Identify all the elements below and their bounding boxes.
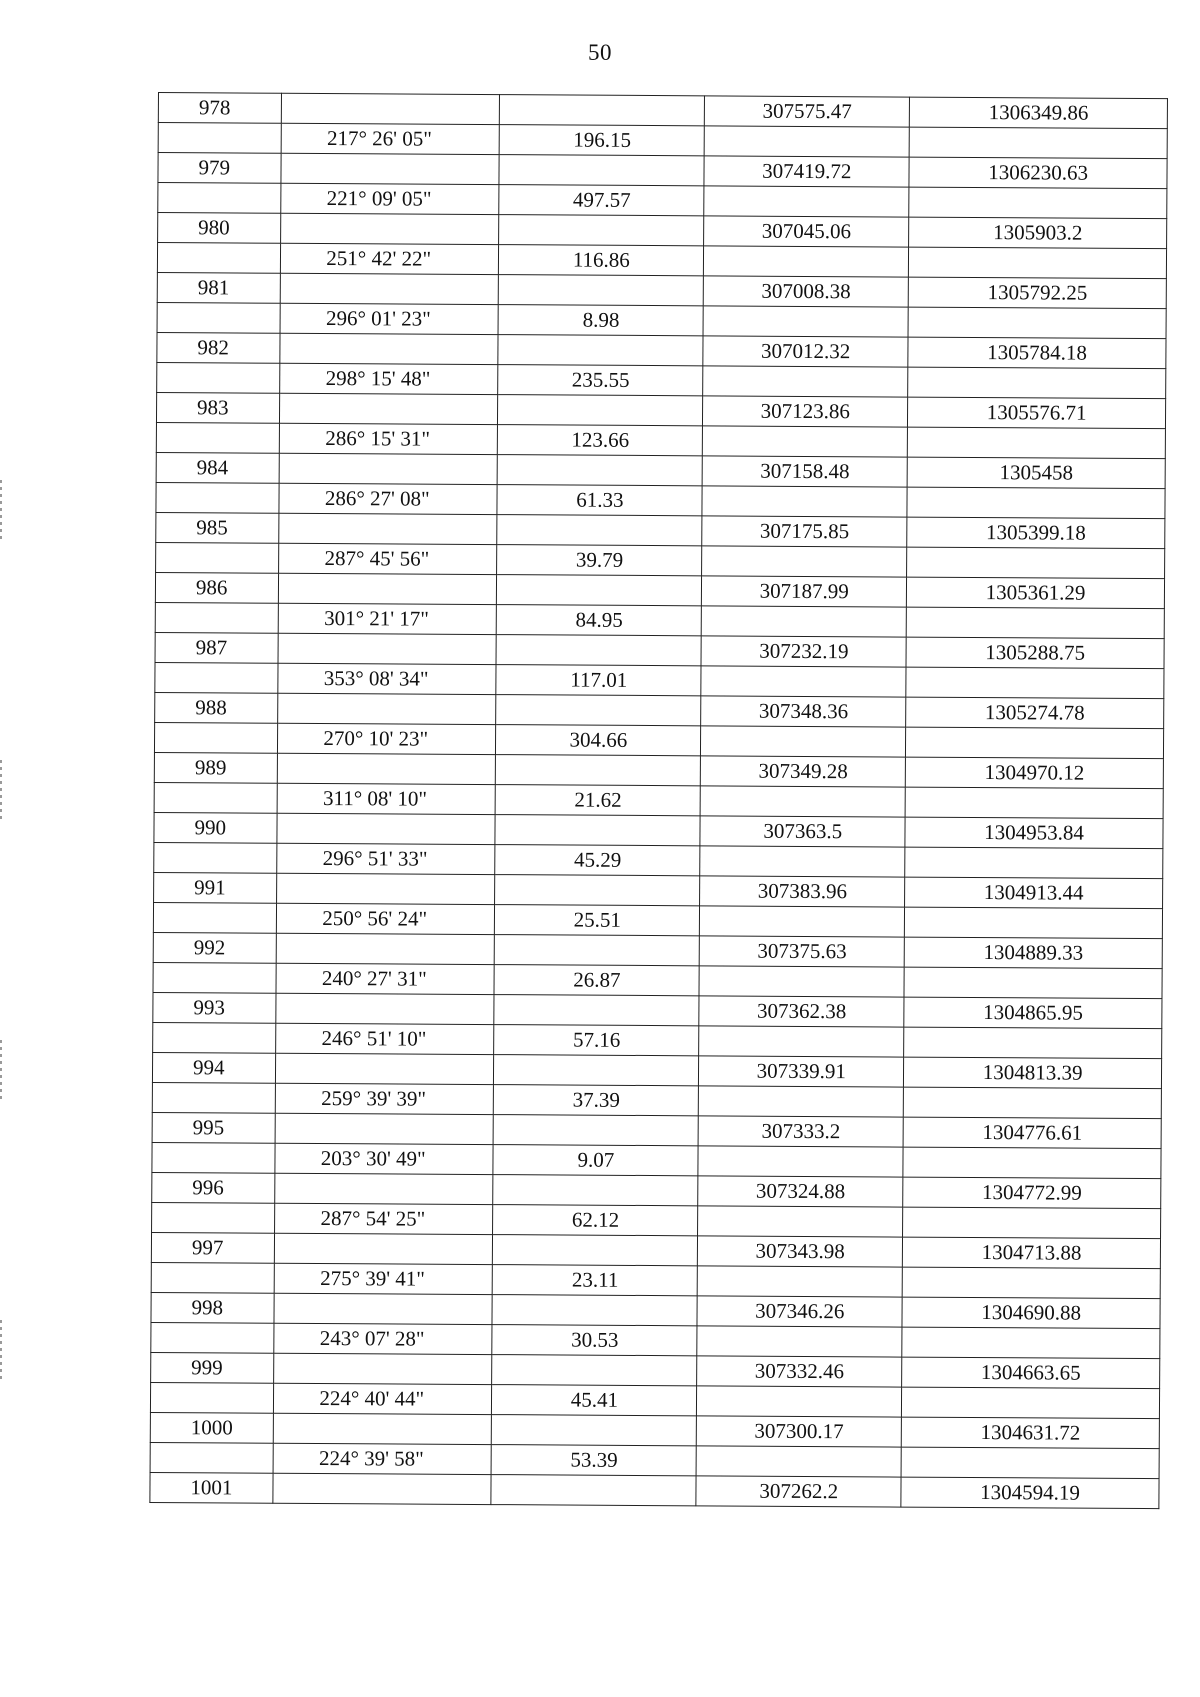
easting-cell	[909, 247, 1167, 279]
point-id-cell: 986	[155, 572, 279, 603]
bearing-cell: 298° 15' 48"	[280, 363, 498, 394]
easting-cell: 1305288.75	[906, 637, 1164, 669]
northing-cell: 307333.2	[698, 1116, 903, 1147]
distance-cell	[497, 515, 702, 546]
easting-cell	[903, 1207, 1161, 1239]
bearing-cell: 240° 27' 31"	[276, 963, 494, 994]
distance-cell: 8.98	[498, 305, 703, 336]
bearing-cell: 286° 27' 08"	[279, 483, 497, 514]
northing-cell: 307232.19	[701, 636, 906, 667]
distance-cell: 497.57	[499, 185, 704, 216]
bearing-cell: 217° 26' 05"	[281, 123, 499, 154]
bearing-cell	[281, 213, 499, 244]
bearing-cell	[281, 153, 499, 184]
easting-cell: 1304631.72	[901, 1417, 1159, 1449]
northing-cell	[704, 186, 909, 217]
point-id-cell: 996	[152, 1172, 276, 1203]
distance-cell	[499, 155, 704, 186]
northing-cell	[702, 546, 907, 577]
distance-cell	[492, 1295, 697, 1326]
scan-edge-mark	[0, 760, 2, 820]
bearing-cell	[275, 1173, 493, 1204]
point-id-cell: 978	[158, 93, 282, 124]
easting-cell: 1304953.84	[905, 817, 1163, 849]
distance-cell	[498, 335, 703, 366]
bearing-cell	[278, 753, 496, 784]
point-id-cell: 989	[154, 752, 278, 783]
point-id-cell	[157, 302, 281, 333]
coordinate-table	[149, 92, 1168, 1509]
point-id-cell: 997	[151, 1232, 275, 1263]
distance-cell	[493, 1235, 698, 1266]
easting-cell: 1305399.18	[907, 517, 1165, 549]
easting-cell	[906, 607, 1164, 639]
bearing-cell	[274, 1353, 492, 1384]
northing-cell: 307324.88	[698, 1176, 903, 1207]
easting-cell: 1305576.71	[908, 397, 1166, 429]
easting-cell: 1304594.19	[901, 1477, 1159, 1509]
bearing-cell: 301° 21' 17"	[279, 603, 497, 634]
northing-cell: 307012.32	[703, 336, 908, 367]
distance-cell: 123.66	[498, 425, 703, 456]
distance-cell: 37.39	[494, 1085, 699, 1116]
easting-cell: 1304865.95	[904, 997, 1162, 1029]
point-id-cell	[155, 602, 279, 633]
bearing-cell	[277, 813, 495, 844]
point-id-cell: 987	[155, 632, 279, 663]
point-id-cell: 985	[156, 512, 280, 543]
bearing-cell: 275° 39' 41"	[275, 1263, 493, 1294]
distance-cell: 304.66	[496, 725, 701, 756]
distance-cell: 26.87	[494, 965, 699, 996]
distance-cell: 235.55	[498, 365, 703, 396]
bearing-cell: 287° 45' 56"	[279, 543, 497, 574]
easting-cell: 1305784.18	[908, 337, 1166, 369]
easting-cell: 1306230.63	[909, 157, 1167, 189]
distance-cell	[496, 635, 701, 666]
point-id-cell	[156, 482, 280, 513]
point-id-cell	[154, 782, 278, 813]
distance-cell: 25.51	[495, 905, 700, 936]
northing-cell: 307045.06	[704, 216, 909, 247]
easting-cell	[905, 907, 1163, 939]
bearing-cell: 224° 40' 44"	[274, 1383, 492, 1414]
point-id-cell: 990	[154, 812, 278, 843]
northing-cell	[701, 726, 906, 757]
point-id-cell: 998	[151, 1292, 275, 1323]
easting-cell	[906, 727, 1164, 759]
point-id-cell	[152, 1142, 276, 1173]
distance-cell	[499, 275, 704, 306]
bearing-cell	[281, 273, 499, 304]
distance-cell: 39.79	[497, 545, 702, 576]
distance-cell	[499, 215, 704, 246]
northing-cell: 307575.47	[705, 96, 910, 127]
distance-cell	[495, 935, 700, 966]
point-id-cell: 994	[152, 1052, 276, 1083]
distance-cell	[496, 755, 701, 786]
point-id-cell	[156, 542, 280, 573]
easting-cell: 1306349.86	[910, 97, 1168, 129]
distance-cell: 23.11	[493, 1265, 698, 1296]
northing-cell: 307123.86	[703, 396, 908, 427]
bearing-cell: 224° 39' 58"	[273, 1443, 491, 1474]
point-id-cell	[157, 362, 281, 393]
easting-cell	[902, 1387, 1160, 1419]
bearing-cell: 286° 15' 31"	[280, 423, 498, 454]
distance-cell: 9.07	[493, 1145, 698, 1176]
distance-cell	[495, 875, 700, 906]
northing-cell: 307300.17	[697, 1416, 902, 1447]
easting-cell	[906, 667, 1164, 699]
point-id-cell: 983	[156, 392, 280, 423]
point-id-cell: 981	[157, 272, 281, 303]
easting-cell	[907, 427, 1165, 459]
bearing-cell: 270° 10' 23"	[278, 723, 496, 754]
point-id-cell: 982	[157, 332, 281, 363]
northing-cell	[702, 606, 907, 637]
easting-cell: 1304913.44	[905, 877, 1163, 909]
northing-cell	[700, 786, 905, 817]
bearing-cell	[274, 1413, 492, 1444]
easting-cell: 1304776.61	[903, 1117, 1161, 1149]
northing-cell	[697, 1266, 902, 1297]
bearing-cell	[280, 393, 498, 424]
distance-cell: 116.86	[499, 245, 704, 276]
northing-cell	[698, 1206, 903, 1237]
distance-cell	[496, 695, 701, 726]
easting-cell	[907, 487, 1165, 519]
easting-cell	[903, 1087, 1161, 1119]
northing-cell: 307363.5	[700, 816, 905, 847]
northing-cell	[696, 1446, 901, 1477]
point-id-cell	[153, 1022, 277, 1053]
bearing-cell	[275, 1113, 493, 1144]
easting-cell: 1305458	[907, 457, 1165, 489]
point-id-cell	[157, 243, 281, 274]
easting-cell: 1304970.12	[905, 757, 1163, 789]
easting-cell	[901, 1447, 1159, 1479]
northing-cell: 307332.46	[697, 1356, 902, 1387]
northing-cell	[704, 246, 909, 277]
northing-cell: 307349.28	[701, 756, 906, 787]
bearing-cell: 250° 56' 24"	[277, 903, 495, 934]
northing-cell: 307375.63	[700, 936, 905, 967]
point-id-cell: 1000	[150, 1412, 274, 1443]
coordinate-table-container	[149, 92, 1168, 1509]
northing-cell	[703, 306, 908, 337]
point-id-cell: 991	[154, 872, 278, 903]
point-id-cell	[151, 1262, 275, 1293]
easting-cell	[907, 547, 1165, 579]
distance-cell: 21.62	[496, 785, 701, 816]
distance-cell: 57.16	[494, 1025, 699, 1056]
easting-cell: 1305903.2	[909, 217, 1167, 249]
point-id-cell	[153, 962, 277, 993]
bearing-cell: 287° 54' 25"	[275, 1203, 493, 1234]
distance-cell	[497, 575, 702, 606]
point-id-cell: 988	[155, 692, 279, 723]
distance-cell: 196.15	[500, 125, 705, 156]
easting-cell: 1305792.25	[908, 277, 1166, 309]
northing-cell: 307346.26	[697, 1296, 902, 1327]
point-id-cell: 992	[153, 932, 277, 963]
bearing-cell	[279, 453, 497, 484]
bearing-cell	[277, 873, 495, 904]
bearing-cell	[275, 1233, 493, 1264]
distance-cell: 45.41	[492, 1385, 697, 1416]
distance-cell: 84.95	[497, 605, 702, 636]
easting-cell	[905, 787, 1163, 819]
bearing-cell	[278, 633, 496, 664]
easting-cell	[902, 1267, 1160, 1299]
bearing-cell: 311° 08' 10"	[277, 783, 495, 814]
easting-cell	[909, 187, 1167, 219]
easting-cell: 1304713.88	[903, 1237, 1161, 1269]
easting-cell: 1305274.78	[906, 697, 1164, 729]
northing-cell: 307187.99	[702, 576, 907, 607]
northing-cell	[699, 1026, 904, 1057]
page-number: 50	[588, 40, 612, 65]
point-row	[150, 1472, 1159, 1508]
distance-cell: 62.12	[493, 1205, 698, 1236]
easting-cell: 1304889.33	[904, 937, 1162, 969]
point-id-cell	[158, 123, 282, 154]
northing-cell	[699, 966, 904, 997]
bearing-cell	[276, 993, 494, 1024]
northing-cell: 307262.2	[696, 1476, 901, 1507]
scan-edge-mark	[0, 1040, 2, 1100]
northing-cell: 307343.98	[698, 1236, 903, 1267]
bearing-cell: 296° 51' 33"	[277, 843, 495, 874]
easting-cell	[909, 127, 1167, 159]
bearing-cell: 296° 01' 23"	[280, 303, 498, 334]
easting-cell	[902, 1327, 1160, 1359]
bearing-cell: 259° 39' 39"	[276, 1083, 494, 1114]
bearing-cell	[277, 933, 495, 964]
point-id-cell: 1001	[150, 1472, 274, 1503]
easting-cell	[908, 367, 1166, 399]
point-id-cell	[158, 183, 282, 214]
bearing-cell	[274, 1293, 492, 1324]
northing-cell: 307362.38	[699, 996, 904, 1027]
distance-cell	[493, 1175, 698, 1206]
point-id-cell	[154, 842, 278, 873]
point-id-cell	[155, 662, 279, 693]
easting-cell	[903, 1147, 1161, 1179]
distance-cell	[492, 1355, 697, 1386]
northing-cell	[703, 366, 908, 397]
point-id-cell: 999	[151, 1352, 275, 1383]
bearing-cell	[282, 93, 500, 124]
bearing-cell: 251° 42' 22"	[281, 243, 499, 274]
distance-cell	[495, 815, 700, 846]
bearing-cell: 221° 09' 05"	[281, 183, 499, 214]
northing-cell: 307008.38	[704, 276, 909, 307]
distance-cell: 30.53	[492, 1325, 697, 1356]
northing-cell	[702, 486, 907, 517]
scan-edge-mark	[0, 480, 2, 540]
easting-cell: 1304772.99	[903, 1177, 1161, 1209]
bearing-cell: 353° 08' 34"	[278, 663, 496, 694]
point-id-cell	[156, 422, 280, 453]
northing-cell: 307175.85	[702, 516, 907, 547]
northing-cell: 307348.36	[701, 696, 906, 727]
point-id-cell	[151, 1322, 275, 1353]
distance-cell	[491, 1475, 696, 1506]
bearing-cell	[280, 333, 498, 364]
easting-cell	[904, 967, 1162, 999]
easting-cell: 1304690.88	[902, 1297, 1160, 1329]
point-id-cell	[153, 902, 277, 933]
distance-cell	[498, 455, 703, 486]
distance-cell	[500, 95, 705, 126]
bearing-cell	[273, 1473, 491, 1504]
distance-cell	[494, 995, 699, 1026]
point-id-cell: 980	[158, 213, 282, 244]
easting-cell: 1305361.29	[907, 577, 1165, 609]
northing-cell	[700, 906, 905, 937]
scan-edge-mark	[0, 1320, 2, 1380]
easting-cell: 1304663.65	[902, 1357, 1160, 1389]
easting-cell	[904, 1027, 1162, 1059]
point-id-cell: 995	[152, 1112, 276, 1143]
bearing-cell	[279, 513, 497, 544]
bearing-cell: 243° 07' 28"	[274, 1323, 492, 1354]
northing-cell	[704, 126, 909, 157]
northing-cell	[697, 1386, 902, 1417]
distance-cell	[494, 1115, 699, 1146]
point-id-cell	[150, 1382, 274, 1413]
easting-cell: 1304813.39	[904, 1057, 1162, 1089]
point-id-cell	[154, 722, 278, 753]
northing-cell	[699, 1086, 904, 1117]
distance-cell	[492, 1415, 697, 1446]
northing-cell	[703, 426, 908, 457]
distance-cell: 45.29	[495, 845, 700, 876]
easting-cell	[908, 307, 1166, 339]
northing-cell: 307383.96	[700, 876, 905, 907]
distance-cell	[498, 395, 703, 426]
northing-cell	[698, 1146, 903, 1177]
point-id-cell: 993	[153, 992, 277, 1023]
bearing-cell	[279, 573, 497, 604]
easting-cell	[905, 847, 1163, 879]
bearing-cell: 203° 30' 49"	[275, 1143, 493, 1174]
northing-cell: 307339.91	[699, 1056, 904, 1087]
northing-cell	[700, 846, 905, 877]
distance-cell: 53.39	[492, 1445, 697, 1476]
point-id-cell	[152, 1202, 276, 1233]
bearing-cell	[278, 693, 496, 724]
northing-cell	[701, 666, 906, 697]
northing-cell: 307419.72	[704, 156, 909, 187]
point-id-cell: 979	[158, 153, 282, 184]
distance-cell: 117.01	[496, 665, 701, 696]
bearing-cell	[276, 1053, 494, 1084]
point-id-cell	[152, 1082, 276, 1113]
distance-cell: 61.33	[497, 485, 702, 516]
distance-cell	[494, 1055, 699, 1086]
northing-cell: 307158.48	[702, 456, 907, 487]
coordinate-table-body	[150, 93, 1168, 1509]
bearing-cell: 246° 51' 10"	[276, 1023, 494, 1054]
northing-cell	[697, 1326, 902, 1357]
point-id-cell: 984	[156, 452, 280, 483]
point-id-cell	[150, 1442, 274, 1473]
